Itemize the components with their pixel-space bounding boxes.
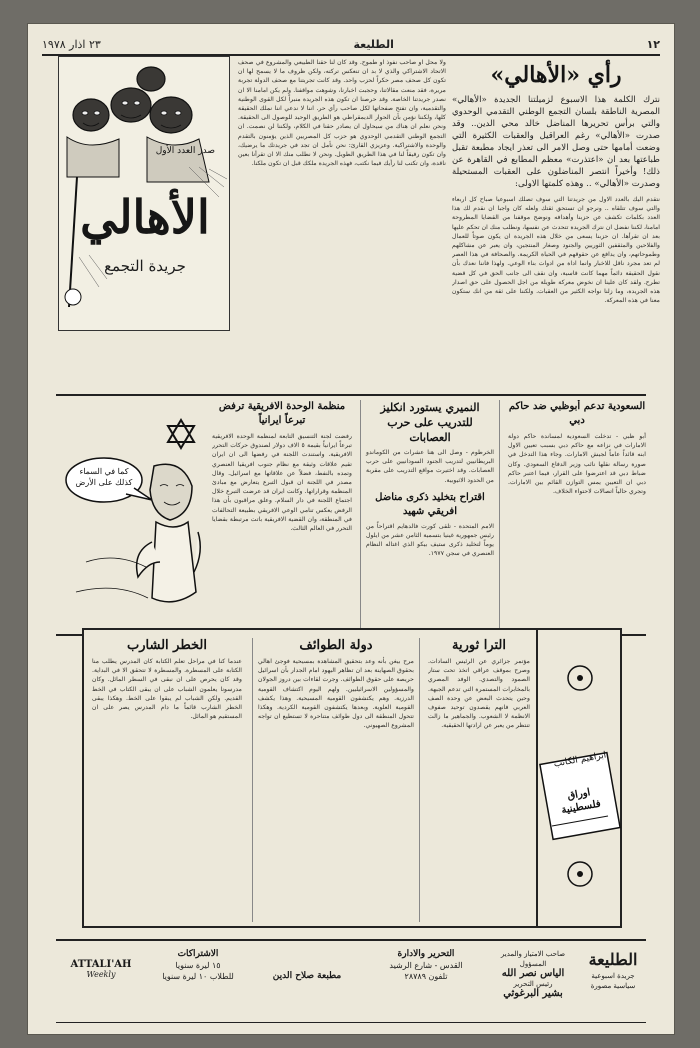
ahali-article-body: ولا محل او صاحب نفوذ او طموح. وقد كان لنا حقنا الطبيعي والمشروع في صحف الاتحاد الاشتراكي والذي لا بد ان تنعكس تركته، ولكن ظروف ما لا يسمح لها ان تكون كل صحف مصر حكراً لحزب واحد. وقد كانت تجربتنا مع صحف الدولة تجربة مريرة، فقد منعت مقالاتنا، وحجبت اخبارنا، وشوهت مواقفنا. ولم يكن امامنا الا ان نصدر جريدتنا الخاصة. وقد حرصنا ان تكون هذه الجريدة منبراً لكل القوى الوطنية والتقدمية، وان تفتح صفحاتها لكل صاحب رأي حر. اننا لا ندعي اننا نملك الحقيقة كلها، ولكننا نؤمن بأن الحوار الديمقراطي هو الطريق الوحيد للوصول الى الحقيقة. ونحن نعلم ان هناك من سيحاول ان يصادر حقنا في الكلام، ولكننا لن نصمت. ان التجمع الوطني التقدمي الوحدوي هو حزب كل المصريين الذين يؤمنون بالتقدم والوحدة والاشتراكية. وعزيزي القارئ: نحن نأمل ان تجد في جريدتك ما يرضيك، وان تكون رفيقاً لنا في هذا الطريق الطويل. ونحن لا نطلب منك الا ان تقرأنا بعين ناقدة، وان تكتب لنا رأيك فيما نكتب، فهذه الجريدة ملكك قبل ان تكون ملكنا. [238,59,446,168]
subs-students: للطلاب ١٠ ليرة سنويا [162,972,234,981]
martyr-body: الامم المتحدة - تلقى كورت فالدهايم اقتراحاً من رئيس جمهورية غينيا بتسمية الثامن عشر من ايلول يوماً لتخليد ذكرى ستيف بيكو الذي اغتاله النظام العنصري في سجن ١٩٧٧. [366,522,494,558]
masthead: الطليعة [353,37,394,51]
cartoon-caption: صدر العدد الأول [155,146,215,156]
editor-label: رئيس التحرير [513,980,553,988]
latin-name: ATTALI'AH [70,959,132,970]
latin-brand [56,959,146,979]
ultra-column [428,638,530,922]
cartoon-logo: الأهالي [80,190,210,244]
page-header [42,34,660,56]
ultra-body: مؤتمر جزائري عن الرئيس السادات. وصرح بموقف عراقي اتخذ تحت ستار الصمود والتصدي. الوفد المصري بالمخابرات المستمرة التي تدعم الجبهة. وحين يتحدث البعض عن وحدة الصف العربي فانهم يقصدون توحيد صفوف الانظمة لا الشعوب. والجماهير ما زالت تنتظر من يعبر عن ارادتها الحقيقية. [428,658,530,730]
ahali-editorial [452,58,660,394]
angel-cartoon-drawing [56,402,206,630]
editorial-lead: نترك الكلمة هذا الاسبوع لزميلتنا الجديدة «الأهالي» المصرية الناطقة بلسان التجمع الوطني التقدمي الوحدوي والتي برأس تحريرها المناضل خالد محي الدين.. وقد صدرت «الأهالي» رغم العراقيل والعقبات الكثيرة التي وضعت أمامها حتى وصل الامر الى تعذر ايجاد مطبعة تقبل طباعتها بعد ان «اعتذرت» معظم المطابع في القاهرة عن ذلك! وأخيراً انتصر المناضلون على العقبات المستحيلة وصدرت «الأهالي» .. وهذه كلمتها الاولى: [452,95,660,189]
book-title: اوراق فلسطينية [560,787,602,817]
footer-masthead: الطليعة [588,950,638,969]
address [366,949,486,982]
khatt-title: الخطر الشارب [127,638,207,653]
owner-label: صاحب الامتياز والمدير المسؤول [500,950,566,968]
book-panel [536,630,620,926]
oau-iran-article [212,400,352,632]
ultra-title: الترا ثورية [451,638,506,653]
saudi-title: السعودية تدعم أبوظبي ضد حاكم دبي [508,401,646,426]
book-author: ابراهيم الكاتب [552,750,608,770]
address-street: القدس - شارع الرشيد [389,961,463,970]
address-phone: تلفون ٢٨٧٨٩ [404,972,448,981]
footer-brand [580,949,646,991]
staff [488,949,578,999]
numeiri-title: النميري يستورد انكليز للتدريب على حرب العصابات [380,401,480,444]
footer-sub2: سياسية مصورة [590,982,636,990]
ahali-article-continued [238,58,446,394]
imprint-footer [56,939,646,1023]
tawaif-body: مرح بيغن بأنه وعد بتحقيق المشاهدة بمسيحية فوجئ اهالي بحقوق الصهاينة بعد ان تظاهر اليهود امام الجدار بأن اسرائيل حريصة على حقوق الطوائف. وجرت لقاءات بين دروز الجولان والمسؤولين الاسرائيليين. ولهم اليوم اكتشاف القومية الدرزية. وهم يكتشفون القومية المسيحية. وهذا يكشف القومية العلوية. وبعدها يكتشفون القومية الكردية. وهكذا تتحول المنطقة الى دول طوائف متناحرة لا تستطيع ان تواجه المشروع الصهيوني. [258,658,414,730]
editorial-body: نتقدم اليك بالعدد الاول من جريدتنا التي سوف تصلك اسبوعيا صباح كل اربعاء والتي سوف تتلقاه .. ونرجو ان تستحق ثقتك ولعله كان واجبا ان نقدم لك هذا العدد بكلمات تكشف عن حزبنا وأهدافه ونوضح موقفنا من القضايا المطروحة امامنا، لكننا نفضل ان نترك الجريدة تتحدث عن نفسها، ونطلب منك ان تحكم عليها بعد ان تقرأها. ان حزبنا يسعى من خلال هذه الجريدة ان يكون صوتاً للعمال والفلاحين والمثقفين الثوريين والجنود وصغار المنتجين، وان يعبر عن مشاكلهم وطموحاتهم، وان يدافع عن حقوقهم في الحياة الكريمة. والصحافة في هذا العصر لم تعد مجرد ناقل للاخبار وانما اداة من ادوات بناء الوعي. ولهذا فاننا نعدك بأن نقول الحقيقة دائماً مهما كانت قاسية، وان نقف الى جانب الحق في كل قضية تطرح. ولقد كان علينا ان نخوض معركة طويلة من اجل الحصول على حق اصدار هذه الجريدة، وما زلنا نواجه الكثير من العقبات. ولكننا على ثقة من انك ستكون معنا في هذه المعركة. [452,196,660,305]
owner-name: الياس نصر الله [501,968,565,979]
oau-body: رفضت لجنة التنسيق التابعة لمنظمة الوحدة الافريقية تبرعاً ايرانياً بقيمة ٥ الاف دولار لصندوق حركات التحرر الافريقية. واستندت اللجنة في رفضها الى ان ايران تقيم علاقات وثيقة مع نظام جنوب افريقيا العنصري وتمده بالنفط، فضلاً عن علاقاتها مع اسرائيل. وقال مصدر في اللجنة ان قبول التبرع يتعارض مع مبادئ المنظمة وقراراتها. وكانت ايران قد عرضت التبرع خلال اجتماع اللجنة في دار السلام. وعلق مراقبون بأن هذا الرفض يعكس تنامي الوعي الافريقي بطبيعة التحالفات في المنطقة، وان القضية الافريقية باتت مرتبطة بقضايا التحرر في العالم الثالث. [212,433,352,533]
editor-name: بشير البرغوثي [503,988,563,999]
printer: مطبعة صلاح الدين [272,971,342,981]
editorial-title: رأي «الأهالي» [490,62,622,88]
subscriptions [148,949,248,982]
book-panel-drawing [538,630,622,926]
ahali-cartoon [58,56,230,331]
latin-sub: Weekly [86,970,116,979]
columns-box [82,628,622,928]
cartoon-speech: كما في السماء كذلك على الأرض [75,467,133,487]
oau-title: منظمة الوحدة الافريقية ترفض تبرعاً ايرانياً [218,401,346,426]
numeiri-body: الخرطوم - وصل الى هنا عشرات من الكوماندو البريطانيين لتدريب الجنود السودانيين على حرب العصابات. وقد اختيرت مواقع التدريب على مقربة من الحدود الاثيوبية. [366,449,494,484]
issue-date: ٢٣ اذار ١٩٧٨ [42,37,101,51]
address-title: التحرير والادارة [397,949,455,959]
page-number: ١٢ [646,37,660,51]
khatt-body: عندما كنا في مراحل تعلم الكتابة كان المدرس يطلب منا الكتابة على المسطرة. والمسطرة لا تتحقق الا في البداية. وقد كان يحرص على ان نبقى في السطر المائل. وكان مدرسونا يعلمون الشباب على ان يبقى الكتاب في الخط القديم. ولكن الشباب لم يبقوا على الخط. وهكذا يبقى الخطر الشارب قائماً ما دام المدرس يصر على ان المستقيم هو المائل. [92,658,242,721]
numeiri-article [360,400,500,632]
tawaif-column [252,638,420,922]
tawaif-title: دولة الطوائف [299,638,373,653]
newspaper-page [28,24,674,1034]
khatt-column [92,638,242,922]
subs-annual: ١٥ ليرة سنويا [175,961,221,970]
angel-cartoon [56,402,206,630]
news-band [56,394,646,636]
saudi-article [508,400,646,632]
footer-sub1: جريدة اسبوعية [591,972,635,980]
subs-title: الاشتراكات [177,949,219,959]
cartoon-subtitle: جريدة التجمع [104,257,186,275]
saudi-body: أبو ظبي - تدخلت السعودية لمساندة حاكم دولة الامارات في نزاعه مع حاكم دبي بسبب تعيين الاول ابنه قائداً عاماً لجيش الامارات. وجاء هذا التدخل في صورة رسالة نقلها نائب وزير الدفاع السعودي. وكان ضباط دبي قد اعترضوا على القرار، فيما اعتبر حاكم دبي ان التعيين يمس التوازن القائم بين الامارات. وتجري حالياً اتصالات لاحتواء الخلاف. [508,433,646,496]
martyr-title: اقتراح بتخليد ذكرى مناضل افريقي شهيد [375,491,485,517]
